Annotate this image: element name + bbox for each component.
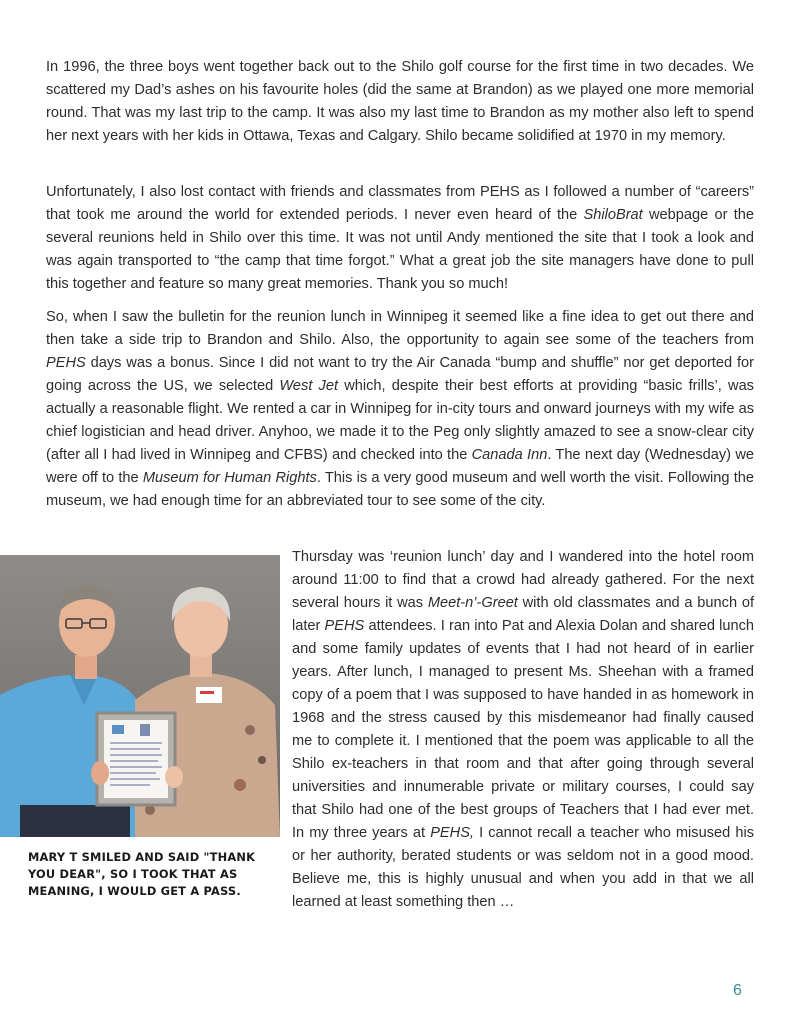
paragraph-lost-contact: Unfortunately, I also lost contact with friends and classmates from PEHS as I followed a number of “careers” that took me around the world for extended periods. I never even heard of the ShiloBrat webpage or the several reunions held in Shilo over this time. It was not until Andy mentioned the site that I took a look and was again transported to “the camp that time forgot.” What a great job the site managers have done to pull this together and feature so many great memories. Thank you so much! (46, 184, 754, 292)
paragraph-golf-memorial: In 1996, the three boys went together back out to the Shilo golf course for the first time in two decades. We scattered my Dad’s ashes on his favourite holes (did the same at Brandon) as we played one more memorial round. That was my last trip to the camp. It was also my last time to Brandon as my mother also left to spend her next years with her kids in Ottawa, Texas and Calgary. Shilo became solidified at 1970 in my memory. (46, 59, 754, 144)
photo-caption: MARY T SMILED AND SAID "THANK YOU DEAR", SO I TOOK THAT AS MEANING, I WOULD GET A PASS. (28, 850, 256, 898)
paragraph-reunion-trip: So, when I saw the bulletin for the reunion lunch in Winnipeg it seemed like a fine idea to get out there and then take a side trip to Brandon and Shilo. Also, the opportunity to again see some of the teachers from PEHS days was a bonus. Since I did not want to try the Air Canada “bump and shuffle” nor get deported for going across the US, we selected West Jet which, despite their best efforts at providing “basic frills’, was actually a reasonable flight. We rented a car in Winnipeg for in-city tours and onward journeys with my wife as chief logistician and head driver. Anyhoo, we made it to the Peg only slightly amazed to see a snow-clear city (after all I had lived in Winnipeg and CFBS) and checked into the Canada Inn. The next day (Wednesday) we were off to the Museum for Human Rights. This is a very good museum and well worth the visit. Following the museum, we had enough time for an abbreviated tour to see some of the city. (46, 309, 754, 509)
page-number: 6 (733, 982, 742, 999)
reunion-photo (0, 555, 280, 837)
paragraph-reunion-lunch: Thursday was ‘reunion lunch’ day and I wandered into the hotel room around 11:00 to find that a crowd had already gathered. For the next several hours it was Meet-n’-Greet with old classmates and a bunch of later PEHS attendees. I ran into Pat and Alexia Dolan and shared lunch and some family updates of events that I had not heard of in earlier years. After lunch, I managed to present Ms. Sheehan with a framed copy of a poem that I was supposed to have handed in as homework in 1968 and the stress caused by this misdemeanor had finally caused me to complete it. I mentioned that the poem was applicable to all the Shilo ex-teachers in that room and that after going through several universities and innumerable private or military courses, I could say that Shilo had one of the best groups of Teachers that I had ever met. In my three years at PEHS, I cannot recall a teacher who misused his or her authority, berated students or was seldom not in a good mood. Believe me, this is highly unusual and when you add in that we all learned at least something then … (292, 549, 754, 910)
photo-illustration (0, 555, 280, 837)
